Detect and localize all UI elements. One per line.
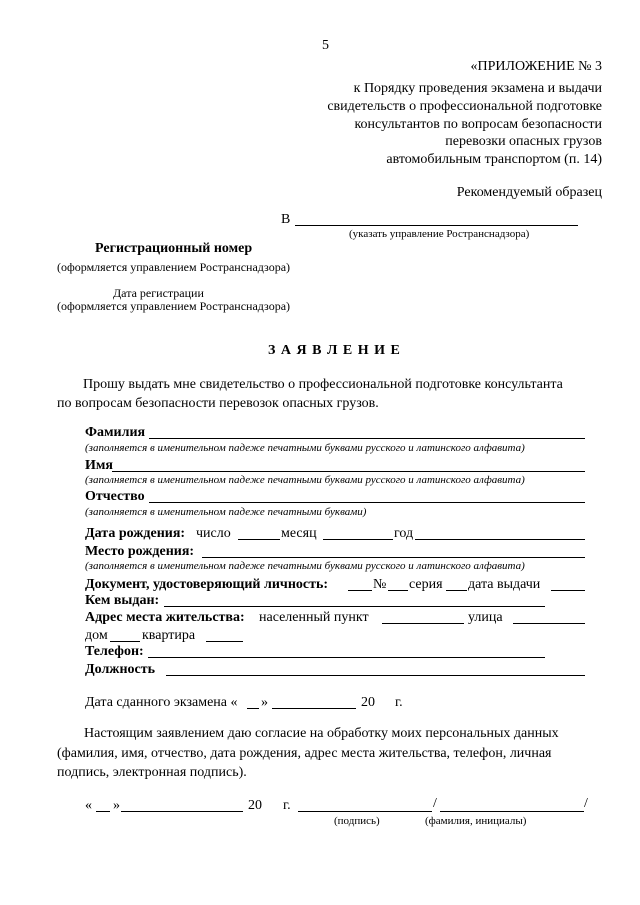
signature-date-close: » (113, 798, 120, 813)
appendix-line: к Порядку проведения экзамена и выдачи (353, 81, 602, 96)
address-label: Адрес места жительства: (85, 610, 245, 625)
request-line-1: Прошу выдать мне свидетельство о профессиональной подготовке консультанта (83, 377, 563, 392)
street-field[interactable] (513, 623, 585, 624)
signature-year: 20 (248, 798, 262, 813)
appendix-line: автомобильным транспортом (п. 14) (386, 152, 602, 167)
signature-slash-1: / (433, 796, 437, 811)
dob-year-field[interactable] (415, 539, 585, 540)
flat-label: квартира (142, 628, 196, 643)
exam-year: 20 (361, 695, 375, 710)
appendix-title: «ПРИЛОЖЕНИЕ № 3 (470, 59, 602, 74)
id-date-field[interactable] (551, 590, 585, 591)
pob-label: Место рождения: (85, 544, 195, 559)
dob-day-field[interactable] (238, 539, 280, 540)
issued-by-field[interactable] (164, 606, 545, 607)
signature-field[interactable] (298, 811, 432, 812)
patronymic-hint: (заполняется в именительном падеже печатными буквами) (85, 506, 367, 518)
name-field[interactable] (112, 471, 585, 472)
request-line-2: по вопросам безопасности перевозок опасных грузов. (57, 396, 379, 411)
exam-month-field[interactable] (272, 708, 356, 709)
position-label: Должность (85, 662, 156, 677)
addressee-prefix: В (281, 212, 291, 227)
exam-date-label: Дата сданного экзамена « (85, 695, 238, 710)
pob-hint: (заполняется в именительном падеже печатными буквами русского и латинского алфавита) (85, 560, 525, 572)
dob-month-label: месяц (281, 526, 317, 541)
dob-label: Дата рождения: (85, 526, 186, 541)
document-title: З А Я В Л Е Н И Е (268, 343, 401, 358)
appendix-line: консультантов по вопросам безопасности (354, 117, 602, 132)
signature-year-suffix: г. (283, 798, 291, 813)
consent-line-1: Настоящим заявлением даю согласие на обработку моих персональных данных (84, 726, 559, 741)
pob-field[interactable] (202, 557, 585, 558)
street-label: улица (468, 610, 503, 625)
id-doc-label: Документ, удостоверяющий личность: (85, 577, 329, 592)
issued-by-label: Кем выдан: (85, 593, 160, 608)
name-hint: (заполняется в именительном падеже печатными буквами русского и латинского алфавита) (85, 474, 525, 486)
dob-year-label: год (394, 526, 414, 541)
signature-date-open: « (85, 798, 92, 813)
house-label: дом (85, 628, 108, 643)
signature-hint: (подпись) (334, 815, 380, 827)
dob-month-field[interactable] (323, 539, 393, 540)
surname-label: Фамилия (85, 425, 146, 440)
exam-date-close: » (261, 695, 268, 710)
signature-day-field[interactable] (96, 811, 110, 812)
name-initials-hint: (фамилия, инициалы) (425, 815, 527, 827)
id-doc-type-field[interactable] (348, 590, 372, 591)
appendix-line: перевозки опасных грузов (445, 134, 602, 149)
exam-year-suffix: г. (395, 695, 403, 710)
id-series-label: серия (409, 577, 443, 592)
patronymic-label: Отчество (85, 489, 145, 504)
page-number: 5 (322, 38, 329, 53)
id-series-field[interactable] (446, 590, 467, 591)
registration-number-hint: (оформляется управлением Ространснадзора) (57, 260, 291, 274)
recommended-sample: Рекомендуемый образец (456, 185, 602, 200)
exam-day-field[interactable] (247, 708, 259, 709)
surname-hint: (заполняется в именительном падеже печатными буквами русского и латинского алфавита) (85, 442, 525, 454)
consent-line-3: подпись, электронная подпись). (57, 765, 247, 780)
phone-label: Телефон: (85, 644, 144, 659)
appendix-line: свидетельств о профессиональной подготовке (327, 99, 602, 114)
name-label: Имя (85, 458, 113, 473)
phone-field[interactable] (148, 657, 545, 658)
id-date-label: дата выдачи (468, 577, 541, 592)
id-number-field[interactable] (388, 590, 408, 591)
name-initials-field[interactable] (440, 811, 584, 812)
dob-day-label: число (196, 526, 231, 541)
flat-field[interactable] (206, 641, 243, 642)
locality-label: населенный пункт (259, 610, 369, 625)
registration-date-hint: (оформляется управлением Ространснадзора) (57, 299, 291, 313)
patronymic-field[interactable] (149, 502, 585, 503)
registration-date-label: Дата регистрации (113, 286, 204, 300)
signature-slash-2: / (584, 796, 588, 811)
position-field[interactable] (166, 675, 585, 676)
registration-number-label: Регистрационный номер (95, 241, 253, 256)
id-number-label: № (373, 577, 387, 592)
addressee-line[interactable] (295, 225, 578, 226)
signature-month-field[interactable] (121, 811, 243, 812)
locality-field[interactable] (382, 623, 464, 624)
consent-line-2: (фамилия, имя, отчество, дата рождения, адрес места жительства, телефон, личная (57, 746, 552, 761)
addressee-hint: (указать управление Ространснадзора) (349, 228, 530, 240)
surname-field[interactable] (149, 438, 585, 439)
house-field[interactable] (110, 641, 140, 642)
